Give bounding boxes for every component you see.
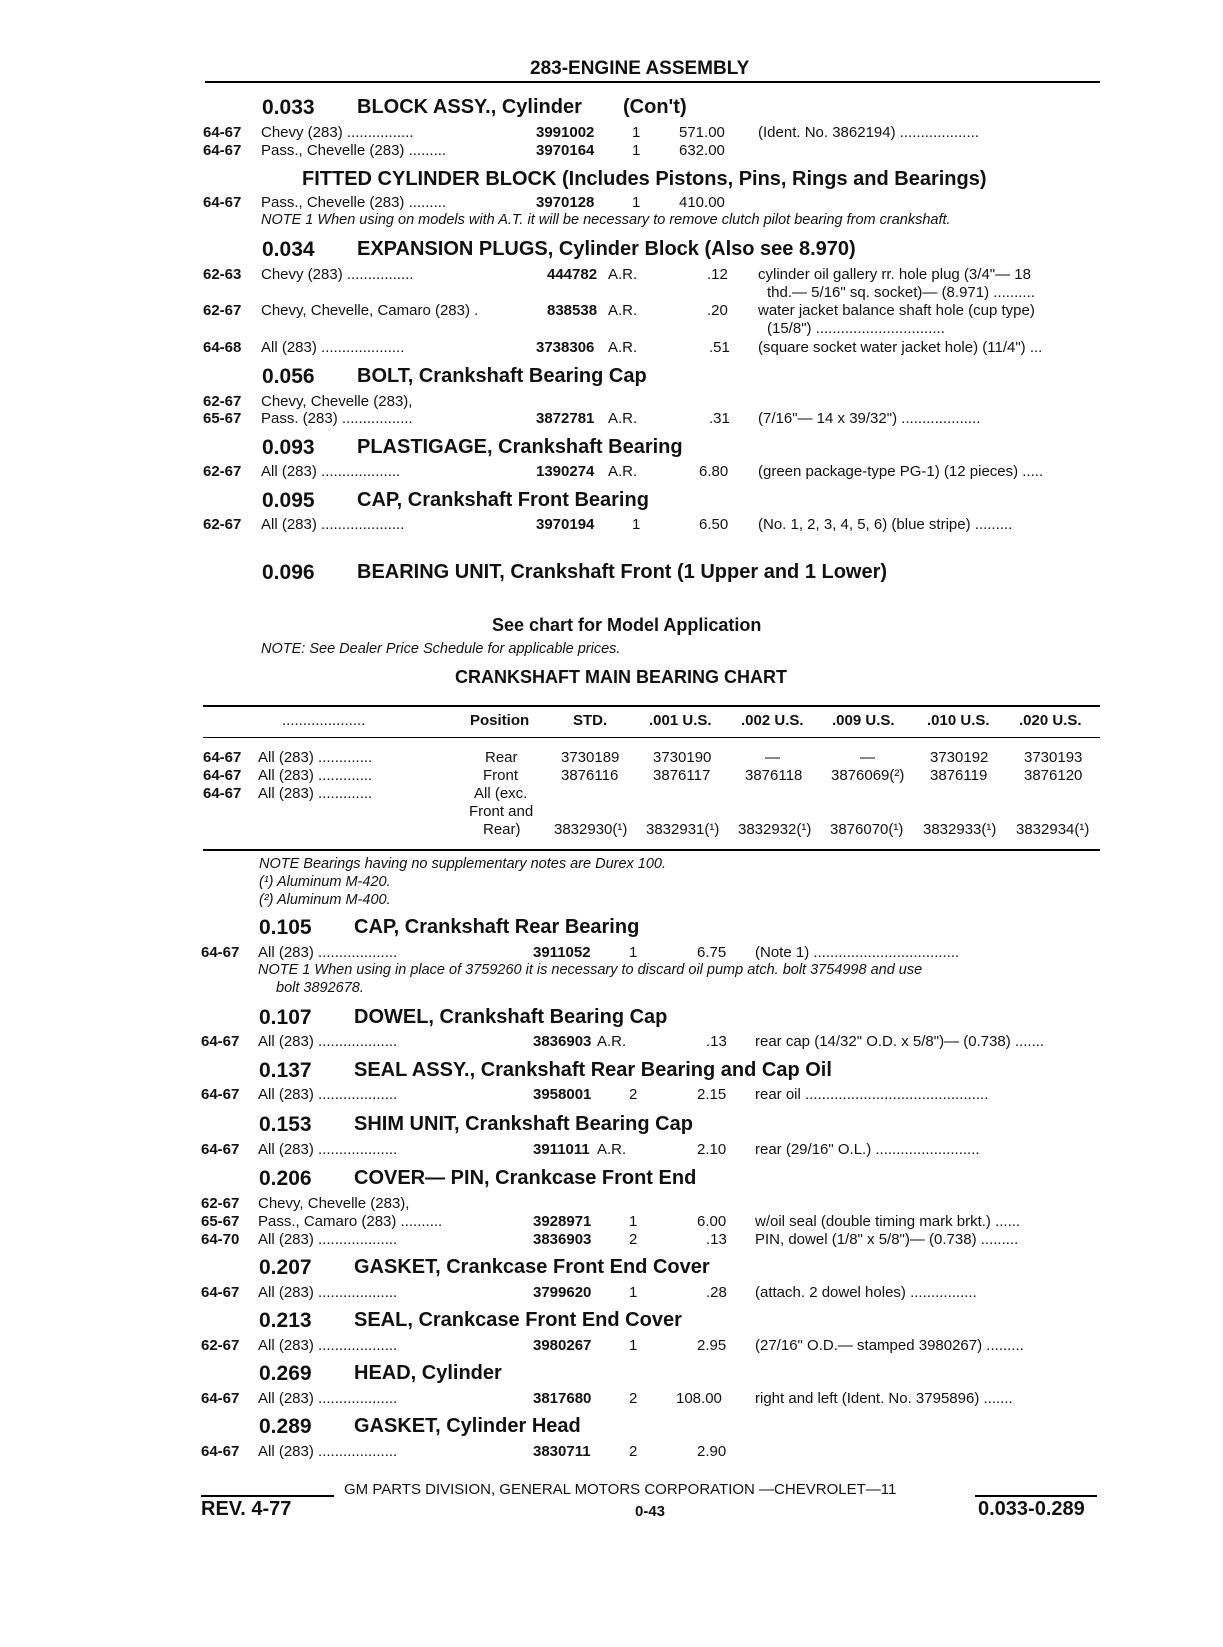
section-title: CAP, Crankshaft Front Bearing bbox=[357, 489, 649, 511]
row-qty: 1 bbox=[632, 124, 641, 141]
row-price: 2.10 bbox=[697, 1141, 727, 1158]
row-desc: All (283) ................... bbox=[258, 1337, 398, 1354]
part-number: 3958001 bbox=[533, 1086, 592, 1103]
chart-header-009: .009 U.S. bbox=[832, 712, 895, 729]
row-price: .51 bbox=[709, 339, 730, 356]
chart-note: NOTE Bearings having no supplementary notes are Durex 100. bbox=[259, 856, 667, 872]
section-number: 0.213 bbox=[259, 1309, 312, 1332]
row-price: .12 bbox=[707, 266, 728, 283]
section-title: CAP, Crankshaft Rear Bearing bbox=[354, 916, 640, 938]
row-qty: 1 bbox=[629, 1213, 638, 1230]
row-price: 6.00 bbox=[697, 1213, 727, 1230]
row-price: 2.15 bbox=[697, 1086, 727, 1103]
row-year: 64-67 bbox=[201, 1086, 240, 1103]
row-year: 62-67 bbox=[203, 302, 242, 319]
row-year: 64-67 bbox=[201, 1033, 240, 1050]
note-text: NOTE 1 When using on models with A.T. it will be necessary to remove clutch pilot bearing from crankshaft. bbox=[261, 212, 951, 228]
section-title: SEAL ASSY., Crankshaft Rear Bearing and Cap Oil bbox=[354, 1059, 832, 1081]
section-number: 0.105 bbox=[259, 916, 312, 939]
chart-header-001: .001 U.S. bbox=[649, 712, 712, 729]
section-number: 0.096 bbox=[262, 561, 315, 584]
footer-corporation: GM PARTS DIVISION, GENERAL MOTORS CORPORATION —CHEVROLET—11 bbox=[344, 1481, 897, 1498]
see-chart-text: See chart for Model Application bbox=[492, 615, 762, 635]
part-number: 3980267 bbox=[533, 1337, 592, 1354]
chart-top-rule bbox=[203, 705, 1100, 707]
row-qty: 2 bbox=[629, 1231, 638, 1248]
row-desc: All (283) ................... bbox=[261, 463, 401, 480]
row-year: 64-67 bbox=[201, 1443, 240, 1460]
chart-header-rule bbox=[203, 737, 1100, 738]
section-number: 0.056 bbox=[262, 365, 315, 388]
chart-row-position: Rear) bbox=[483, 821, 521, 838]
part-number: 3928971 bbox=[533, 1213, 592, 1230]
row-desc: All (283) .................... bbox=[261, 339, 405, 356]
section-number: 0.095 bbox=[262, 489, 315, 512]
row-qty: 2 bbox=[629, 1390, 638, 1407]
section-continued: (Con't) bbox=[623, 96, 687, 118]
section-number: 0.107 bbox=[259, 1006, 312, 1029]
part-number: 3970194 bbox=[536, 516, 595, 533]
row-qty: 1 bbox=[629, 1337, 638, 1354]
row-desc: All (283) ................... bbox=[258, 1033, 398, 1050]
section-title: SHIM UNIT, Crankshaft Bearing Cap bbox=[354, 1113, 693, 1135]
row-remark: (27/16" O.D.— stamped 3980267) ......... bbox=[755, 1337, 1024, 1354]
chart-row-position: All (exc. bbox=[474, 785, 528, 802]
row-price: .31 bbox=[709, 410, 730, 427]
chart-cell: 3730190 bbox=[653, 749, 712, 766]
row-year: 64-67 bbox=[203, 142, 242, 159]
chart-cell: 3876070(¹) bbox=[830, 821, 904, 838]
row-qty: A.R. bbox=[608, 463, 638, 480]
row-price: 6.50 bbox=[699, 516, 729, 533]
row-desc: Pass. (283) ................. bbox=[261, 410, 413, 427]
row-desc: All (283) ................... bbox=[258, 1141, 398, 1158]
chart-row-desc: All (283) ............. bbox=[258, 785, 373, 802]
chart-title: CRANKSHAFT MAIN BEARING CHART bbox=[455, 667, 787, 687]
row-qty: A.R. bbox=[597, 1141, 627, 1158]
part-number: 3970164 bbox=[536, 142, 595, 159]
section-number: 0.034 bbox=[262, 238, 315, 261]
part-number: 3836903 bbox=[533, 1033, 592, 1050]
sub-section-title: FITTED CYLINDER BLOCK (Includes Pistons, Pins, Rings and Bearings) bbox=[302, 168, 987, 190]
chart-cell: 3832931(¹) bbox=[646, 821, 720, 838]
row-qty: 1 bbox=[629, 1284, 638, 1301]
row-remark: rear (29/16" O.L.) ......................... bbox=[755, 1141, 980, 1158]
row-qty: 1 bbox=[632, 194, 641, 211]
chart-cell: 3730192 bbox=[930, 749, 989, 766]
row-price: 410.00 bbox=[679, 194, 725, 211]
part-number: 3991002 bbox=[536, 124, 595, 141]
chart-cell: 3832932(¹) bbox=[738, 821, 812, 838]
row-year: 64-67 bbox=[201, 1390, 240, 1407]
row-price: 108.00 bbox=[676, 1390, 722, 1407]
row-price: .13 bbox=[706, 1231, 727, 1248]
section-number: 0.207 bbox=[259, 1256, 312, 1279]
chart-cell: 3876118 bbox=[745, 767, 803, 784]
row-remark: rear cap (14/32" O.D. x 5/8")— (0.738) ....... bbox=[755, 1033, 1045, 1050]
row-qty: A.R. bbox=[597, 1033, 627, 1050]
part-number: 3911011 bbox=[533, 1141, 590, 1158]
row-remark: rear oil ............................................ bbox=[755, 1086, 989, 1103]
row-qty: 2 bbox=[629, 1443, 638, 1460]
chart-cell: 3876117 bbox=[653, 767, 711, 784]
part-number: 3911052 bbox=[533, 944, 591, 961]
row-price: 6.75 bbox=[697, 944, 727, 961]
chart-cell: 3876119 bbox=[930, 767, 988, 784]
section-number: 0.153 bbox=[259, 1113, 312, 1136]
part-number: 444782 bbox=[547, 266, 598, 283]
row-remark: (green package-type PG-1) (12 pieces) ..... bbox=[758, 463, 1044, 480]
part-number: 3872781 bbox=[536, 410, 595, 427]
chart-cell: 3876120 bbox=[1024, 767, 1083, 784]
row-price: .20 bbox=[707, 302, 728, 319]
row-year: 65-67 bbox=[203, 410, 242, 427]
section-title: BLOCK ASSY., Cylinder bbox=[357, 96, 582, 118]
footer-rule-right bbox=[975, 1495, 1097, 1497]
part-number: 3836903 bbox=[533, 1231, 592, 1248]
section-title: DOWEL, Crankshaft Bearing Cap bbox=[354, 1006, 668, 1028]
chart-header-020: .020 U.S. bbox=[1019, 712, 1082, 729]
row-desc: All (283) ................... bbox=[258, 1443, 398, 1460]
row-desc: Pass., Chevelle (283) ......... bbox=[261, 142, 447, 159]
section-number: 0.033 bbox=[262, 96, 315, 119]
row-desc: Chevy, Chevelle (283), bbox=[261, 393, 413, 410]
chart-header-position: Position bbox=[470, 712, 530, 729]
section-title: HEAD, Cylinder bbox=[354, 1362, 502, 1384]
row-qty: 1 bbox=[629, 944, 638, 961]
chart-row-position: Front bbox=[483, 767, 519, 784]
row-desc: Pass., Chevelle (283) ......... bbox=[261, 194, 447, 211]
chart-header-leader: .................... bbox=[282, 712, 366, 729]
row-price: .13 bbox=[706, 1033, 727, 1050]
row-desc: All (283) ................... bbox=[258, 1284, 398, 1301]
row-qty: A.R. bbox=[608, 302, 638, 319]
row-qty: 2 bbox=[629, 1086, 638, 1103]
row-desc: All (283) ................... bbox=[258, 1086, 398, 1103]
chart-header-002: .002 U.S. bbox=[741, 712, 804, 729]
row-desc: Chevy (283) ................ bbox=[261, 266, 414, 283]
chart-cell: 3832933(¹) bbox=[923, 821, 997, 838]
row-year: 64-67 bbox=[201, 944, 240, 961]
chart-header-std: STD. bbox=[573, 712, 608, 729]
part-number: 3799620 bbox=[533, 1284, 592, 1301]
section-number: 0.289 bbox=[259, 1415, 312, 1438]
part-number: 3738306 bbox=[536, 339, 595, 356]
section-number: 0.206 bbox=[259, 1167, 312, 1190]
row-qty: A.R. bbox=[608, 339, 638, 356]
chart-row-position: Front and bbox=[469, 803, 534, 820]
chart-cell: — bbox=[765, 749, 780, 766]
section-number: 0.269 bbox=[259, 1362, 312, 1385]
section-title: SEAL, Crankcase Front End Cover bbox=[354, 1309, 682, 1331]
section-title: COVER— PIN, Crankcase Front End bbox=[354, 1167, 697, 1189]
row-remark: thd.— 5/16" sq. socket)— (8.971) .......... bbox=[767, 284, 1035, 301]
section-title: BOLT, Crankshaft Bearing Cap bbox=[357, 365, 647, 387]
row-desc: Pass., Camaro (283) .......... bbox=[258, 1213, 443, 1230]
section-title: PLASTIGAGE, Crankshaft Bearing bbox=[357, 436, 683, 458]
row-qty: A.R. bbox=[608, 410, 638, 427]
row-price: .28 bbox=[706, 1284, 727, 1301]
section-title: GASKET, Cylinder Head bbox=[354, 1415, 581, 1437]
row-year: 64-67 bbox=[201, 1284, 240, 1301]
section-title: EXPANSION PLUGS, Cylinder Block (Also see 8.970) bbox=[357, 238, 856, 260]
chart-row-year: 64-67 bbox=[203, 767, 242, 784]
chart-row-desc: All (283) ............. bbox=[258, 749, 373, 766]
row-year: 65-67 bbox=[201, 1213, 240, 1230]
page-title: 283-ENGINE ASSEMBLY bbox=[530, 58, 750, 79]
chart-row-year: 64-67 bbox=[203, 785, 242, 802]
chart-cell: 3730189 bbox=[561, 749, 620, 766]
row-year: 64-68 bbox=[203, 339, 242, 356]
row-remark: (Note 1) ................................... bbox=[755, 944, 960, 961]
note-text: bolt 3892678. bbox=[276, 980, 364, 996]
row-remark: (square socket water jacket hole) (11/4") ... bbox=[758, 339, 1043, 356]
row-year: 62-67 bbox=[201, 1195, 240, 1212]
section-title: GASKET, Crankcase Front End Cover bbox=[354, 1256, 710, 1278]
row-remark: (No. 1, 2, 3, 4, 5, 6) (blue stripe) ......... bbox=[758, 516, 1013, 533]
row-remark: (attach. 2 dowel holes) ................ bbox=[755, 1284, 977, 1301]
row-remark: (7/16"— 14 x 39/32") ................... bbox=[758, 410, 981, 427]
footer-rule-left bbox=[201, 1495, 334, 1497]
note-text: NOTE 1 When using in place of 3759260 it is necessary to discard oil pump atch. bolt 3754998 and use bbox=[258, 962, 923, 978]
part-number: 3830711 bbox=[533, 1443, 591, 1460]
row-price: 632.00 bbox=[679, 142, 725, 159]
chart-cell: 3876116 bbox=[561, 767, 619, 784]
chart-cell: — bbox=[860, 749, 875, 766]
chart-cell: 3876069(²) bbox=[831, 767, 905, 784]
section-title: BEARING UNIT, Crankshaft Front (1 Upper and 1 Lower) bbox=[357, 561, 888, 583]
row-remark: w/oil seal (double timing mark brkt.) ...... bbox=[755, 1213, 1021, 1230]
row-desc: Chevy, Chevelle, Camaro (283) . bbox=[261, 302, 479, 319]
chart-row-desc: All (283) ............. bbox=[258, 767, 373, 784]
part-number: 3970128 bbox=[536, 194, 595, 211]
row-remark: cylinder oil gallery rr. hole plug (3/4"— 18 bbox=[758, 266, 1031, 283]
chart-footnote: (²) Aluminum M-400. bbox=[259, 892, 391, 908]
row-qty: 1 bbox=[632, 142, 641, 159]
row-price: 6.80 bbox=[699, 463, 729, 480]
row-price: 2.90 bbox=[697, 1443, 727, 1460]
row-price: 2.95 bbox=[697, 1337, 727, 1354]
row-remark: right and left (Ident. No. 3795896) ....... bbox=[755, 1390, 1013, 1407]
row-year: 64-67 bbox=[203, 124, 242, 141]
part-number: 3817680 bbox=[533, 1390, 592, 1407]
chart-cell: 3832930(¹) bbox=[554, 821, 628, 838]
row-year: 64-70 bbox=[201, 1231, 240, 1248]
footer-page-number: 0-43 bbox=[635, 1503, 666, 1520]
row-desc: Chevy (283) ................ bbox=[261, 124, 414, 141]
row-remark: water jacket balance shaft hole (cup type) bbox=[758, 302, 1035, 319]
row-year: 64-67 bbox=[203, 194, 242, 211]
footer-range: 0.033-0.289 bbox=[978, 1498, 1085, 1520]
row-desc: All (283) ................... bbox=[258, 944, 398, 961]
row-price: 571.00 bbox=[679, 124, 725, 141]
chart-cell: 3832934(¹) bbox=[1016, 821, 1090, 838]
chart-cell: 3730193 bbox=[1024, 749, 1083, 766]
row-qty: 1 bbox=[632, 516, 641, 533]
row-year: 62-63 bbox=[203, 266, 242, 283]
section-number: 0.137 bbox=[259, 1059, 312, 1082]
part-number: 838538 bbox=[547, 302, 598, 319]
footer-revision: REV. 4-77 bbox=[201, 1498, 292, 1520]
row-year: 64-67 bbox=[201, 1141, 240, 1158]
row-remark: PIN, dowel (1/8" x 5/8")— (0.738) ......... bbox=[755, 1231, 1019, 1248]
chart-footnote: (¹) Aluminum M-420. bbox=[259, 874, 391, 890]
part-number: 1390274 bbox=[536, 463, 595, 480]
row-year: 62-67 bbox=[203, 463, 242, 480]
chart-row-year: 64-67 bbox=[203, 749, 242, 766]
row-desc: All (283) ................... bbox=[258, 1390, 398, 1407]
row-year: 62-67 bbox=[201, 1337, 240, 1354]
row-year: 62-67 bbox=[203, 393, 242, 410]
section-number: 0.093 bbox=[262, 436, 315, 459]
row-remark: (15/8") ............................... bbox=[767, 320, 945, 337]
row-qty: A.R. bbox=[608, 266, 638, 283]
chart-header-010: .010 U.S. bbox=[927, 712, 990, 729]
row-desc: All (283) .................... bbox=[261, 516, 405, 533]
chart-row-position: Rear bbox=[485, 749, 518, 766]
row-year: 62-67 bbox=[203, 516, 242, 533]
chart-bottom-rule bbox=[203, 849, 1100, 851]
row-desc: Chevy, Chevelle (283), bbox=[258, 1195, 410, 1212]
row-remark: (Ident. No. 3862194) ................... bbox=[758, 124, 979, 141]
price-note: NOTE: See Dealer Price Schedule for applicable prices. bbox=[261, 641, 621, 657]
header-rule bbox=[205, 81, 1100, 83]
row-desc: All (283) ................... bbox=[258, 1231, 398, 1248]
